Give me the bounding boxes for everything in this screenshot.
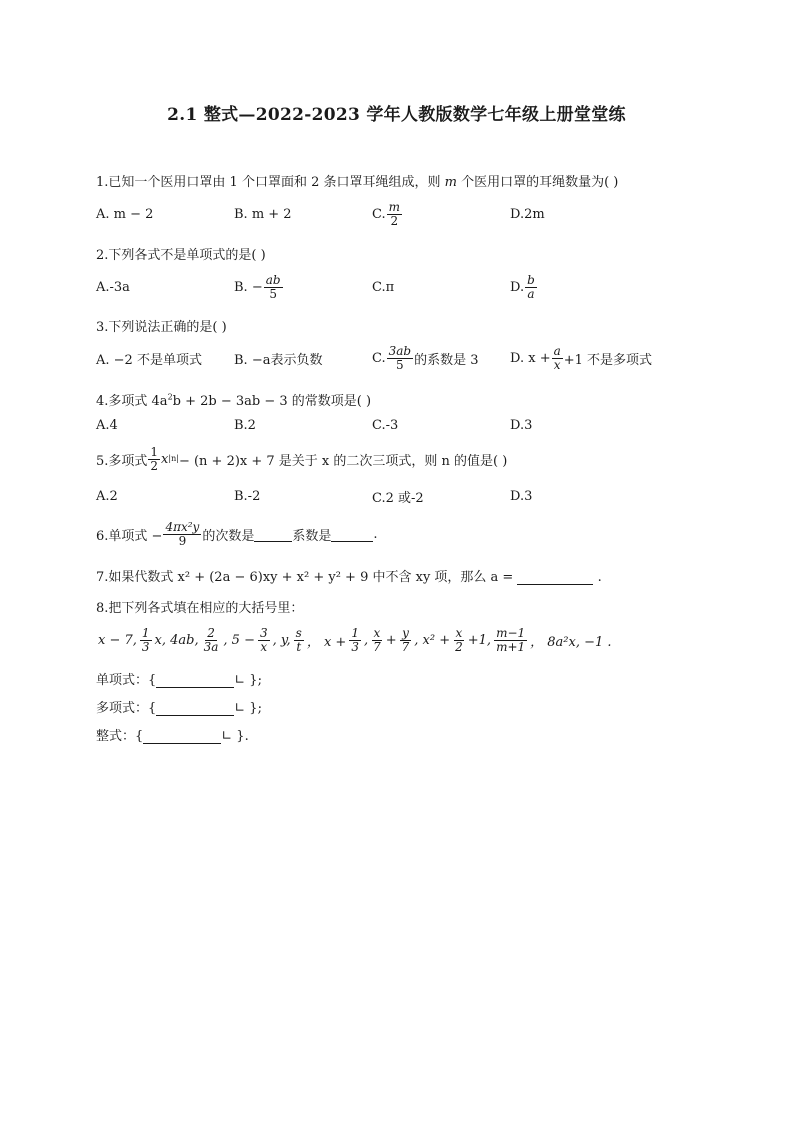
q2-option-b[interactable]	[234, 272, 284, 302]
q5-option-b[interactable]: B.-2	[234, 488, 261, 504]
q8-fraction-denominator: 2	[455, 639, 463, 654]
set-monomials	[96, 669, 262, 688]
q1-option-c[interactable]	[372, 199, 403, 229]
set-polynomials	[96, 697, 262, 716]
q8-expression-text: , y,	[272, 632, 291, 648]
q5-var: x	[161, 451, 169, 467]
q4-exponent: 2	[167, 392, 173, 402]
q3-d-pre: D. x +	[510, 350, 551, 366]
q8-fraction-numerator: 3	[259, 625, 268, 640]
q2-option-a[interactable]: A.-3a	[96, 279, 130, 295]
q7-blank-answer[interactable]	[517, 570, 593, 585]
q2-d-label: D.	[510, 279, 525, 295]
question-4-stem	[96, 390, 371, 409]
q5-option-a[interactable]: A.2	[96, 488, 118, 504]
q4-option-b[interactable]: B.2	[234, 417, 256, 433]
q6-stem-mid2: 系数是	[292, 528, 332, 544]
q8-expression-text: x − 7,	[98, 632, 137, 648]
q6-stem-pre: 6.单项式 −	[96, 528, 163, 544]
q8-expression-text: +1,	[467, 632, 492, 648]
q8-expression-text: , 5 −	[223, 632, 255, 648]
set-polynomials-tail: ∟ };	[234, 701, 262, 716]
q8-fraction-denominator: 3a	[203, 639, 219, 654]
q3-option-a[interactable]: A. −2 不是单项式	[96, 352, 202, 368]
set-polynomials-label: 多项式：{	[96, 701, 157, 716]
question-1-options	[96, 199, 716, 229]
q8-fraction	[349, 627, 361, 653]
q2-d-fraction: $\frac{b}{a}$	[527, 272, 535, 301]
q8-expression-text: , x² +	[414, 632, 451, 648]
question-7-stem	[96, 566, 602, 585]
set-integral-label: 整式：{	[96, 729, 144, 744]
q6-fraction: $\frac{\text{4πx²y}}{9}$	[165, 519, 200, 548]
q5-option-c[interactable]: C.2 或-2	[372, 490, 424, 506]
q8-expression-text: +	[385, 632, 397, 648]
q2-b-label: B. −	[234, 279, 263, 295]
q1-stem-post: 个医用口罩的耳绳数量为( )	[456, 175, 619, 190]
q8-expression-text: ， x +	[306, 634, 347, 650]
question-6-stem	[96, 516, 378, 552]
q7-stem-end: .	[597, 570, 602, 585]
q8-fraction-denominator: 7	[401, 639, 410, 654]
q1-var: m	[444, 175, 457, 190]
q4-option-a[interactable]: A.4	[96, 417, 118, 433]
q8-fraction	[202, 627, 221, 653]
q8-fraction	[494, 627, 527, 653]
q8-fraction	[400, 627, 412, 653]
set-integral-tail: ∟ }.	[221, 729, 249, 744]
question-3-stem: 3.下列说法正确的是( )	[96, 320, 227, 335]
q7-stem-pre: 7.如果代数式 x² + (2a − 6)xy + x² + y² + 9 中不含 xy 项，那么 a =	[96, 570, 514, 585]
q5-stem-post: − (n + 2)x + 7 是关于 x 的二次三项式，则 n 的值是( )	[178, 453, 508, 469]
q8-expression-text: ， 8a²x, −1 .	[530, 634, 612, 650]
set-polynomials-blank[interactable]	[156, 701, 234, 716]
q3-option-d[interactable]	[510, 343, 652, 373]
q3-c-label: C.	[372, 350, 386, 366]
question-3-options	[96, 343, 716, 373]
q8-expression-text: x, 4ab,	[154, 632, 199, 648]
q8-fraction	[371, 627, 383, 653]
q8-fraction-numerator: 2	[207, 625, 215, 640]
q8-fraction-denominator: 3	[141, 639, 150, 654]
question-1-stem	[96, 171, 618, 190]
question-4-options	[96, 410, 716, 440]
q6-blank-coefficient[interactable]	[331, 527, 373, 542]
q3-option-b[interactable]: B. −a表示负数	[234, 352, 323, 368]
q8-fraction-numerator: y	[402, 625, 409, 640]
q2-option-d[interactable]	[510, 272, 538, 302]
q8-fraction	[140, 627, 152, 653]
q8-fraction-denominator: m+1	[496, 639, 526, 654]
q1-c-fraction: $\frac{m}{2}$	[388, 199, 401, 228]
set-monomials-blank[interactable]	[156, 673, 234, 688]
q8-fraction-numerator: 1	[351, 625, 359, 640]
set-integral-expressions	[96, 725, 249, 744]
q5-stem-pre: 5.多项式	[96, 453, 148, 469]
q3-d-post: +1 不是多项式	[563, 352, 653, 368]
q8-fraction-numerator: x	[455, 625, 463, 640]
q3-option-c[interactable]	[372, 343, 479, 373]
q3-d-fraction: $\frac{a}{x}$	[553, 343, 561, 372]
q8-fraction-numerator: m−1	[496, 625, 526, 640]
q8-fraction-denominator: 3	[351, 639, 359, 654]
question-8-stem: 8.把下列各式填在相应的大括号里：	[96, 601, 304, 616]
q8-fraction	[294, 627, 304, 653]
q3-c-fraction: $\frac{3ab}{5}$	[388, 343, 412, 372]
q1-stem-pre: 1.已知一个医用口罩由 1 个口罩面和 2 条口罩耳绳组成，则	[96, 175, 445, 190]
set-monomials-tail: ∟ };	[234, 673, 262, 688]
q8-fraction	[258, 627, 270, 653]
q2-option-c[interactable]: C.π	[372, 279, 395, 295]
set-integral-blank[interactable]	[143, 729, 221, 744]
q2-b-fraction: $\frac{ab}{5}$	[265, 272, 281, 301]
q8-fraction-numerator: 1	[141, 625, 150, 640]
q8-fraction	[453, 627, 465, 653]
set-monomials-label: 单项式：{	[96, 673, 157, 688]
q1-option-b[interactable]: B. m + 2	[234, 206, 292, 222]
question-2-options	[96, 272, 716, 302]
question-2-stem: 2.下列各式不是单项式的是( )	[96, 248, 266, 263]
q1-option-d[interactable]: D.2m	[510, 206, 545, 222]
q8-fraction-numerator: x	[373, 625, 381, 640]
q8-fraction-numerator: s	[295, 625, 302, 640]
q8-fraction-denominator: x	[260, 639, 268, 654]
q4-option-d[interactable]: D.3	[510, 417, 533, 433]
question-5-options	[96, 481, 716, 511]
q4-stem-mid: b + 2b − 3ab − 3 的常数项是( )	[172, 394, 372, 409]
q8-fraction-denominator: t	[296, 639, 302, 654]
q8-expression-text: ,	[363, 632, 369, 648]
q6-blank-degree[interactable]	[254, 527, 292, 542]
q4-option-c[interactable]: C.-3	[372, 417, 399, 433]
q8-fraction-denominator: 7	[373, 639, 381, 654]
question-8-expression-list	[96, 622, 614, 658]
q4-stem-pre: 4.多项式 4a	[96, 394, 168, 409]
q5-option-d[interactable]: D.3	[510, 488, 533, 504]
q5-fraction: $\frac{1}{2}$	[150, 444, 159, 473]
q3-c-post: 的系数是 3	[414, 352, 479, 368]
page-title: 2.1 整式—2022-2023 学年人教版数学七年级上册堂堂练	[167, 105, 626, 125]
q6-stem-mid: 的次数是	[202, 528, 255, 544]
q1-c-label: C.	[372, 206, 386, 222]
q1-option-a[interactable]: A. m − 2	[96, 206, 154, 222]
q6-stem-end: .	[373, 526, 378, 542]
question-5-stem: 5.多项式 $\frac{1}{2}$ x |n| − (n + 2)x + 7 是关于 x 的二次三项式，则 n 的值是( )	[96, 444, 508, 473]
